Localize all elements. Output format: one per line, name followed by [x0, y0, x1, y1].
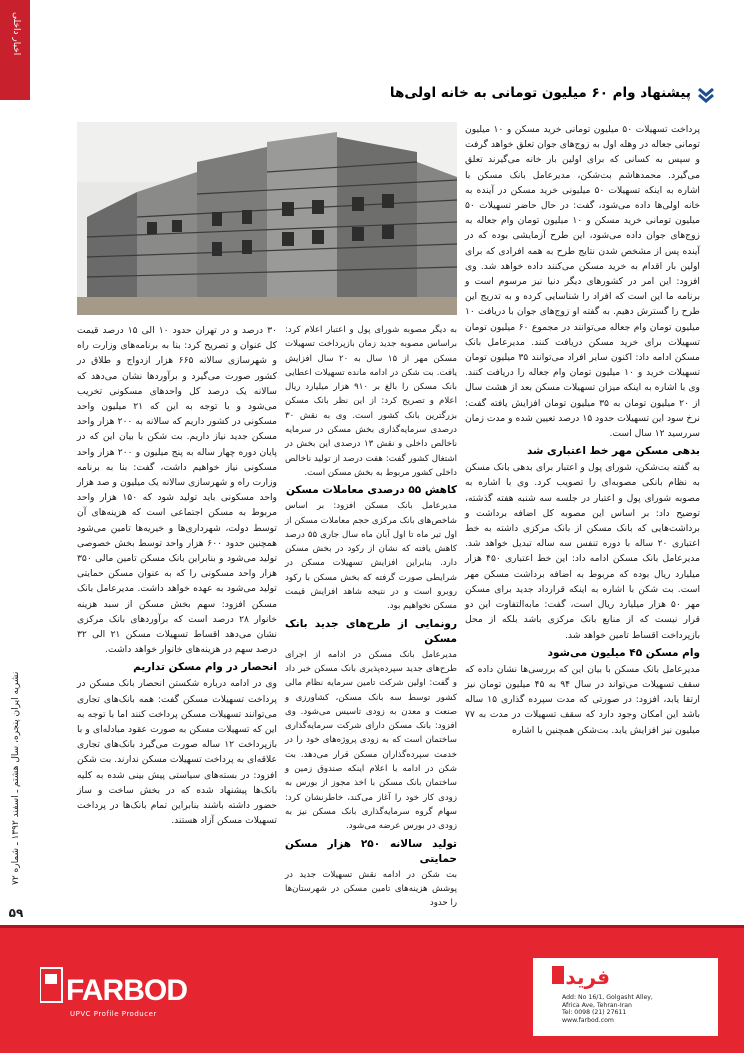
paragraph: بت شکن در ادامه نقش تسهیلات جدید در پوشش هزینه‌های تامین مسکن در شهرستان‌ها را حدود — [285, 869, 457, 909]
paragraph: ۳۰ درصد و در تهران حدود ۱۰ الی ۱۵ درصد قیمت کل عنوان و تصریح کرد: بنا به برنامه‌های وزارت راه و شهرسازی سالانه ۶۶۵ هزار ازدواج و طلاق در کشور صورت می‌گیرد و برآوردها نشان می‌دهد که سالانه یک درصد کل واحدهای مسکونی تخریب می‌شود و با توجه به این که ۲۱ میلیون واحد مسکونی در کشور داریم که سالانه به ۲۰۰ هزار واحد مسکن جدید نیاز داریم. بت شکن با بیان این که در پایان دوره چهار ساله به پنج میلیون و ۲۰۰ هزار واحد مسکونی نیاز خواهیم داشت، گفت: بنا به برنامه وزارت راه و شهرسازی سالانه یک میلیون و صد هزار واحد مسکونی باید تولید شود که ۱۵۰ هزار واحد مربوط به مسکن اجتماعی است که هزینه‌های آن توسط دولت، شهرداری‌ها و خیریه‌ها تامین می‌شود همچنین حدود ۶۰۰ هزار واحد توسط بخش خصوصی تولید می‌شود و بنابراین بانک مسکن تامین مالی ۳۵۰ هزار واحد مسکونی را که به عنوان مسکن حمایتی تولید می‌شود به عهده خواهد داشت. مدیرعامل بانک مسکن افزود: سهم بخش مسکن از سبد هزینه خانوار ۲۸ درصد است که برآوردهای بانک مرکزی نشان می‌دهد اقساط تسهیلات مسکن ۲۱ الی ۳۲ درصد سهم در هزینه‌های خانوار خواهد داشت. — [77, 325, 277, 656]
section-heading: بدهی مسکن مهر خط اعتباری شد — [526, 445, 700, 458]
section-heading: رونمایی از طرح‌های جدید بانک مسکن — [285, 617, 457, 645]
address-line: Tel: 0098 (21) 27611 — [562, 1009, 627, 1017]
paragraph: مدیرعامل بانک مسکن با بیان این که بررسی‌ها نشان داده که سقف تسهیلات می‌تواند در سال ۹۴ به ۴۵ میلیون تومان نیز ارتقا یابد، افزود: در صورتی که مدت سپرده گذاری ۱۵ ساله باشد این امکان وجود دارد که سقف تسهیلات در مدت به ۷۷ میلیون نیز افزایش یابد. بت‌شکن همچنین با اشاره — [465, 663, 700, 736]
section-label: اخبار داخلی — [11, 12, 21, 56]
section-heading: وام مسکن ۴۵ میلیون می‌شود — [547, 646, 700, 659]
page-sidebar — [0, 0, 30, 925]
section-tab — [0, 0, 30, 100]
farbod-brand-text: FARBOD — [66, 974, 188, 1007]
article-column-middle — [285, 323, 457, 913]
paragraph: مدیرعامل بانک مسکن افزود: بر اساس شاخص‌های بانک مرکزی حجم معاملات مسکن از اول تیر ماه تا اول آبان ماه سال جاری ۵۵ درصد کاهش یافته که نشان از رکود در بخش مسکن دارد. بنابراین افزایش تسهیلات مسکن در شرایطی صورت گرفته که بخش مسکن با رکود روبرو است و در نتیجه شاهد افزایش قیمت مسکن نخواهیم بود. — [285, 501, 457, 612]
contact-address — [562, 994, 712, 1024]
address-line: www.farbod.com — [562, 1016, 614, 1024]
paragraph: مدیرعامل بانک مسکن در ادامه از اجرای طرح‌های جدید سپرده‌پذیری بانک مسکن خبر داد و گفت: اولین شرکت تامین سرمایه نظام مالی کشور توسط سه بانک مسکن، کشاورزی و صنعت و معدن به زودی تاسیس می‌شود. وی افزود: بانک مسکن دارای شرکت سرمایه‌گذاری ساختمان است که به زودی پروژه‌های خود را در خدمت سپرده‌گذاران مسکن قرار می‌دهد. بت شکن در ادامه با اعلام اینکه صندوق زمین و ساختمان بانک مسکن با اخذ مجوز از بورس به زودی کار خود را آغاز می‌کند، خاطرنشان کرد: سهام گروه سرمایه‌گذاری بانک مسکن نیز به زودی در بورس عرضه می‌شود. — [285, 649, 457, 832]
article-column-left — [77, 323, 277, 913]
section-heading: کاهش ۵۵ درصدی معاملات مسکن — [285, 484, 457, 497]
farid-logo — [552, 962, 612, 992]
article-header — [389, 80, 715, 110]
address-line: Add: No 16/1, Golgasht Alley, — [562, 994, 653, 1001]
address-line: Africa Ave, Tehran-Iran — [562, 1001, 632, 1009]
paragraph: به دیگر مصوبه شورای پول و اعتبار اعلام کرد: براساس مصوبه جدید زمان بازپرداخت تسهیلات مسکن مهر از ۱۵ سال به ۲۰ سال افزایش یافت. بت شکن در ادامه مانده تسهیلات اعطایی بانک مسکن را بالغ بر ۹۱۰ هزار میلیارد ریال اعلام و تصریح کرد: از این نظر بانک مسکن بزرگترین بانک کشور است. وی به نقش ۳۰ درصدی سرمایه‌گذاری بخش مسکن در سرمایه ناخالص داخلی و نقش ۱۳ درصدی این بخش در اشتغال کشور گفت: هفت درصد از تولید ناخالص داخلی کشور مربوط به بخش مسکن است. — [285, 325, 458, 478]
article-column-right — [465, 122, 700, 912]
article-title: پیشنهاد وام ۶۰ میلیون تومانی به خانه اولی‌ها — [389, 85, 691, 101]
paragraph: به گفته بت‌شکن، شورای پول و اعتبار برای بدهی بانک مسکن به نظام بانکی مصوبه‌ای را تصویب کرد. وی با اشاره به مصوبه شورای پول و اعتبار در جلسه سه شنبه هفته گذشته، توضیح داد: بر اساس این مصوبه کل اضافه برداشت و برداشت‌هایی که بانک مسکن از بانک مرکزی داشته به خط اعتباری ۲۰ ساله با دوره تنفس سه ساله تبدیل خواهد شد. مدیرعامل بانک مسکن ادامه داد: این خط اعتباری ۴۵۰ هزار میلیارد ریال بوده که مربوط به اضافه برداشت مسکن مهر است. بت شکن با اشاره به اینکه قرارداد جدید برای مسکن مهر ۵۰ هزار میلیارد ریال است، گفت: مابه‌التفاوت این دو قرار نیست که از منابع بانک مرکزی باشد بلکه از محل بازپرداخت اقساط تامین خواهد شد. — [465, 462, 700, 641]
chevron-down-icon — [697, 86, 715, 104]
section-heading: تولید سالانه ۲۵۰ هزار مسکن حمایتی — [285, 837, 457, 865]
section-heading: انحصار در وام مسکن تداریم — [133, 661, 277, 674]
page-number: ۵۹ — [8, 906, 24, 920]
issue-info: نشریه ایران پنجره، سال هشتم ـ اسفند ۱۳۹۲ ـ شماره ۷۲ — [11, 671, 21, 885]
paragraph: پرداخت تسهیلات ۵۰ میلیون تومانی خرید مسکن و ۱۰ میلیون تومانی جعاله در وهله اول به زوج‌های جوان تعلق خواهد گرفت و سپس به کسانی که برای اولین بار خانه می‌گیرند تعلق می‌گیرد. محمدهاشم بت‌شکن، مدیرعامل بانک مسکن با اشاره به اینکه تسهیلات ۵۰ میلیونی خرید مسکن در آینده به خانه اولی‌ها داده می‌شود، گفت: در حال حاضر تسهیلات ۵۰ میلیون تومانی خرید مسکن و ۱۰ میلیون تومان وام جعاله به زوج‌های جوان داده می‌شود، این طرح آزمایشی بوده که در آینده پس از مشخص شدن نتایج طرح به همه افرادی که برای اولین بار اقدام به خرید مسکن می‌کنند داده خواهد شد. وی افزود: این امر در کشورهای دیگر دنیا نیز مرسوم است و برنامه ما این است که افراد را شناسایی کرده و به تدریج این طرح را گسترش دهیم. به گفته او زوج‌های جوان با دریافت ۱۰ میلیون تومان وام جعاله می‌توانند در مجموع ۶۰ میلیون تومان تسهیلات برای خرید مسکن دریافت کنند. مدیرعامل بانک مسکن ادامه داد: اکنون سایر افراد می‌توانند ۳۵ میلیون تومان تسهیلات خرید و ۱۰ میلیون تومان وام جعاله را دریافت کنند. وی با اشاره به اینکه میزان تسهیلات مسکن بعد از هشت سال از ۲۰ میلیون تومان به ۳۵ میلیون تومان افزایش یافته گفت: نرخ سود این تسهیلات حدود ۱۵ درصد تعیین شده و مدت زمان سررسید ۱۲ سال است. — [465, 124, 701, 440]
footer-divider — [0, 925, 744, 928]
farid-brand-text: فرید — [565, 965, 610, 989]
farbod-tagline: UPVC Profile Producer — [70, 1010, 157, 1018]
building-photo — [77, 122, 457, 315]
paragraph: وی در ادامه درباره شکستن انحصار بانک مسکن در پرداخت تسهیلات مسکن گفت: همه بانک‌های تجاری می‌توانند تسهیلات مسکن پرداخت کنند اما با توجه به این که تسهیلات مسکن به صورت عقود مبادله‌ای و با بازپرداخت ۱۲ ساله صورت می‌گیرد بانک‌های تجاری علاقه‌ای به پرداخت تسهیلات مسکن ندارند. بت شکن افزود: در بسته‌های سیاستی پیش بینی شده به کلیه بانک‌ها پیشنهاد شده که در بخش ساخت و ساز حضور داشته باشند بنابراین تمام بانک‌ها در پرداخت تسهیلات مسکن آزاد هستند. — [76, 678, 277, 827]
